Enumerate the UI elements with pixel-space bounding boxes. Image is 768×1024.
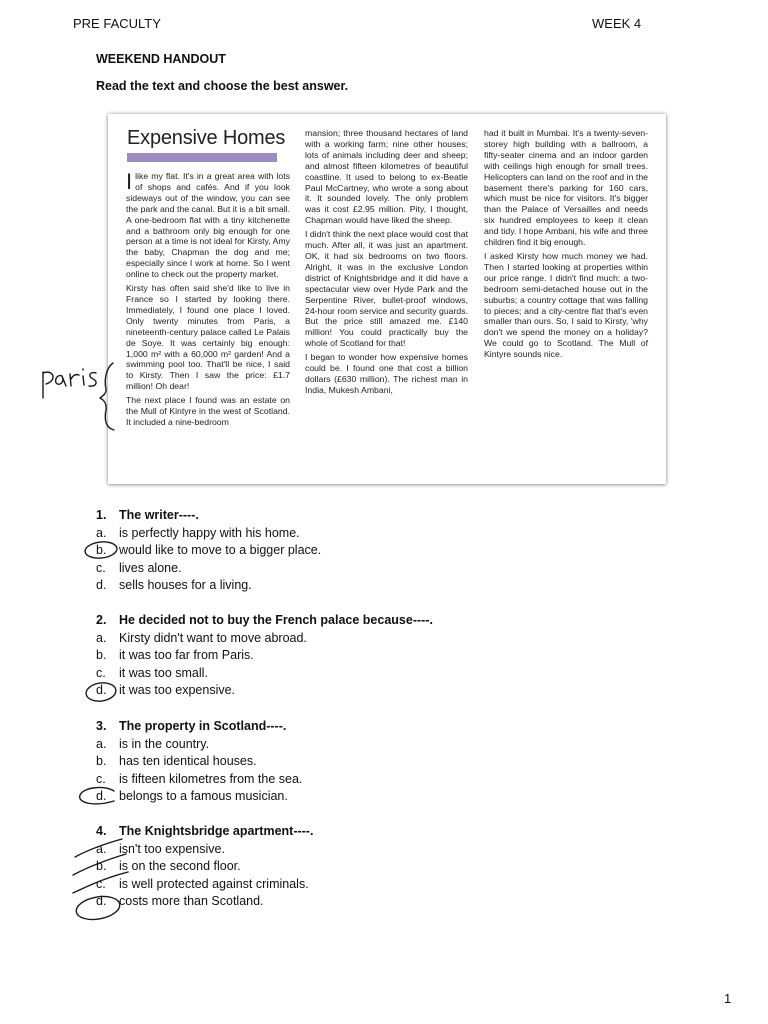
option-text: it was too small. [119, 665, 208, 680]
option-letter: d. [96, 789, 107, 803]
article-paragraph: I began to wonder how expensive homes could be. I found one that cost a billion dollars (£630 million). The richest man in India, Mukesh Ambani, [305, 352, 468, 395]
question-text: The Knightsbridge apartment----. [119, 824, 314, 838]
answer-option [96, 647, 433, 665]
drop-cap: I [126, 169, 133, 194]
question-prompt [96, 823, 313, 841]
question-prompt [96, 507, 321, 525]
article-paragraph: had it built in Mumbai. It's a twenty-seven-storey high building with a ballroom, a fifty-seater cinema and an indoor garden with ceilings high enough for small trees. Helicopters can land on the roof and in the basement there's parking for 160 cars, which must be nice for visitors. It's bigger than the Palace of Versailles and needs six hundred employees to keep it clean and tidy. I hope Ambani, his wife and three children find it big enough. [484, 128, 648, 248]
instruction-text: Read the text and choose the best answer. [96, 79, 349, 93]
option-letter: d. [96, 578, 107, 592]
answer-option [96, 771, 302, 789]
option-letter: b. [96, 648, 107, 662]
option-letter: b. [96, 543, 107, 557]
option-text: it was too expensive. [119, 683, 236, 697]
question-number: 4. [96, 824, 107, 838]
question-number: 1. [96, 508, 107, 522]
answer-option [96, 841, 313, 859]
question-prompt [96, 612, 433, 630]
article-paragraph: Kirsty has often said she'd like to live in France so I started by looking there. Immediately, I found one place I loved. Only twenty minutes from Paris, a nineteenth-century palace called Le Palais de Soye. It was certainly big enough: 1,000 m² with a 60,000 m² garden! And a swimming pool too. That'll be nice, I said to Kirsty. Then I saw the price: £1.7 million! Oh dear! [126, 283, 290, 392]
option-text: Kirsty didn't want to move abroad. [119, 630, 307, 645]
answer-option [96, 560, 321, 578]
question-number: 2. [96, 613, 107, 627]
answer-option [96, 788, 302, 806]
option-text: is on the second floor. [119, 859, 241, 873]
answer-option [96, 630, 433, 648]
handout-title: WEEKEND HANDOUT [96, 52, 226, 66]
question-text: The writer----. [119, 508, 199, 522]
article-paragraph [126, 171, 290, 280]
option-letter: c. [96, 560, 106, 575]
option-text: it was too far from Paris. [119, 648, 254, 662]
answer-option [96, 542, 321, 560]
article-paragraph: I asked Kirsty how much money we had. Then I started looking at properties within our price range. I didn't find much: a two-bedroom semi-detached house out in the suburbs; a country cottage that was falling to pieces; and a city-centre flat that's even smaller than ours. So, I said to Kirsty, 'why don't we spend the money on a holiday? We could go to Scotland. The Mull of Kintyre sounds nice. [484, 250, 648, 360]
article-paragraph: I didn't think the next place would cost that much. After all, it was just an apartment. OK, it had six bedrooms on two floors. Alright, it was in the exclusive London district of Knightsbridge and it did have a spectacular view over Hyde Park and the Serpentine River, bullet-proof windows, 24-hour room service and security guards. But the price still amazed me. £140 million! You could practically buy the whole of Scotland for that! [305, 229, 468, 349]
option-text: costs more than Scotland. [119, 894, 264, 908]
option-letter: a. [96, 525, 107, 540]
option-text: is perfectly happy with his home. [119, 525, 300, 540]
article-column-2 [305, 128, 468, 399]
question-text: The property in Scotland----. [119, 719, 287, 733]
answer-option [96, 893, 313, 911]
option-letter: b. [96, 754, 107, 768]
question-4 [96, 823, 313, 911]
article-paragraph: The next place I found was an estate on the Mull of Kintyre in the west of Scotland. It included a nine-bedroom [126, 395, 290, 427]
question-3 [96, 718, 302, 806]
option-text: isn't too expensive. [119, 841, 225, 856]
article-column-3 [484, 128, 648, 363]
answer-option [96, 876, 313, 894]
article-column-1 [126, 171, 290, 431]
question-1 [96, 507, 321, 595]
answer-option [96, 736, 302, 754]
question-2 [96, 612, 433, 700]
answer-option [96, 858, 313, 876]
answer-option [96, 525, 321, 543]
answer-option [96, 682, 433, 700]
header-week: WEEK 4 [592, 16, 642, 31]
option-letter: a. [96, 841, 107, 856]
title-underline-bar [127, 153, 277, 162]
paragraph-text: like my flat. It's in a great area with lots of shops and cafés. And if you look sideways out of the window, you can see the park and the canal. But it is a bit small. A one-bedroom flat with a tiny kitchenette and a bathroom only big enough for one person at a time is not ideal for Kirsty, Amy the baby, Chapman the dog and me; especially since I work at home. So I went online to check out the property market. [126, 171, 291, 280]
option-text: is well protected against criminals. [119, 876, 309, 891]
option-letter: a. [96, 736, 107, 751]
option-text: belongs to a famous musician. [119, 789, 288, 803]
handwritten-paris-word [43, 369, 96, 398]
option-letter: c. [96, 771, 106, 786]
question-prompt [96, 718, 302, 736]
option-text: is in the country. [119, 736, 210, 751]
question-number: 3. [96, 719, 107, 733]
article-paragraph: mansion; three thousand hectares of land with a working farm; nine other houses; lots of animals including deer and sheep; and almost fifteen kilometres of beautiful coastline. It used to belong to ex-Beatle Paul McCartney, who wrote a song about it. It sounded lovely. The only problem was it cost £2.95 million. Pity, I thought, Chapman would have liked the sheep. [305, 128, 468, 226]
option-letter: d. [96, 683, 107, 697]
article-title: Expensive Homes [127, 127, 286, 149]
header-course: PRE FACULTY [73, 16, 161, 31]
option-text: would like to move to a bigger place. [119, 543, 322, 557]
option-text: has ten identical houses. [119, 754, 257, 768]
option-letter: c. [96, 665, 106, 680]
question-text: He decided not to buy the French palace because----. [119, 613, 433, 627]
option-letter: b. [96, 859, 107, 873]
answer-option [96, 665, 433, 683]
answer-option [96, 753, 302, 771]
option-letter: c. [96, 876, 106, 891]
option-letter: d. [96, 894, 107, 908]
option-letter: a. [96, 630, 107, 645]
option-text: lives alone. [119, 560, 182, 575]
page-number: 1 [724, 991, 732, 1006]
article-image [108, 114, 666, 484]
answer-option [96, 577, 321, 595]
option-text: sells houses for a living. [119, 578, 252, 592]
option-text: is fifteen kilometres from the sea. [119, 771, 303, 786]
